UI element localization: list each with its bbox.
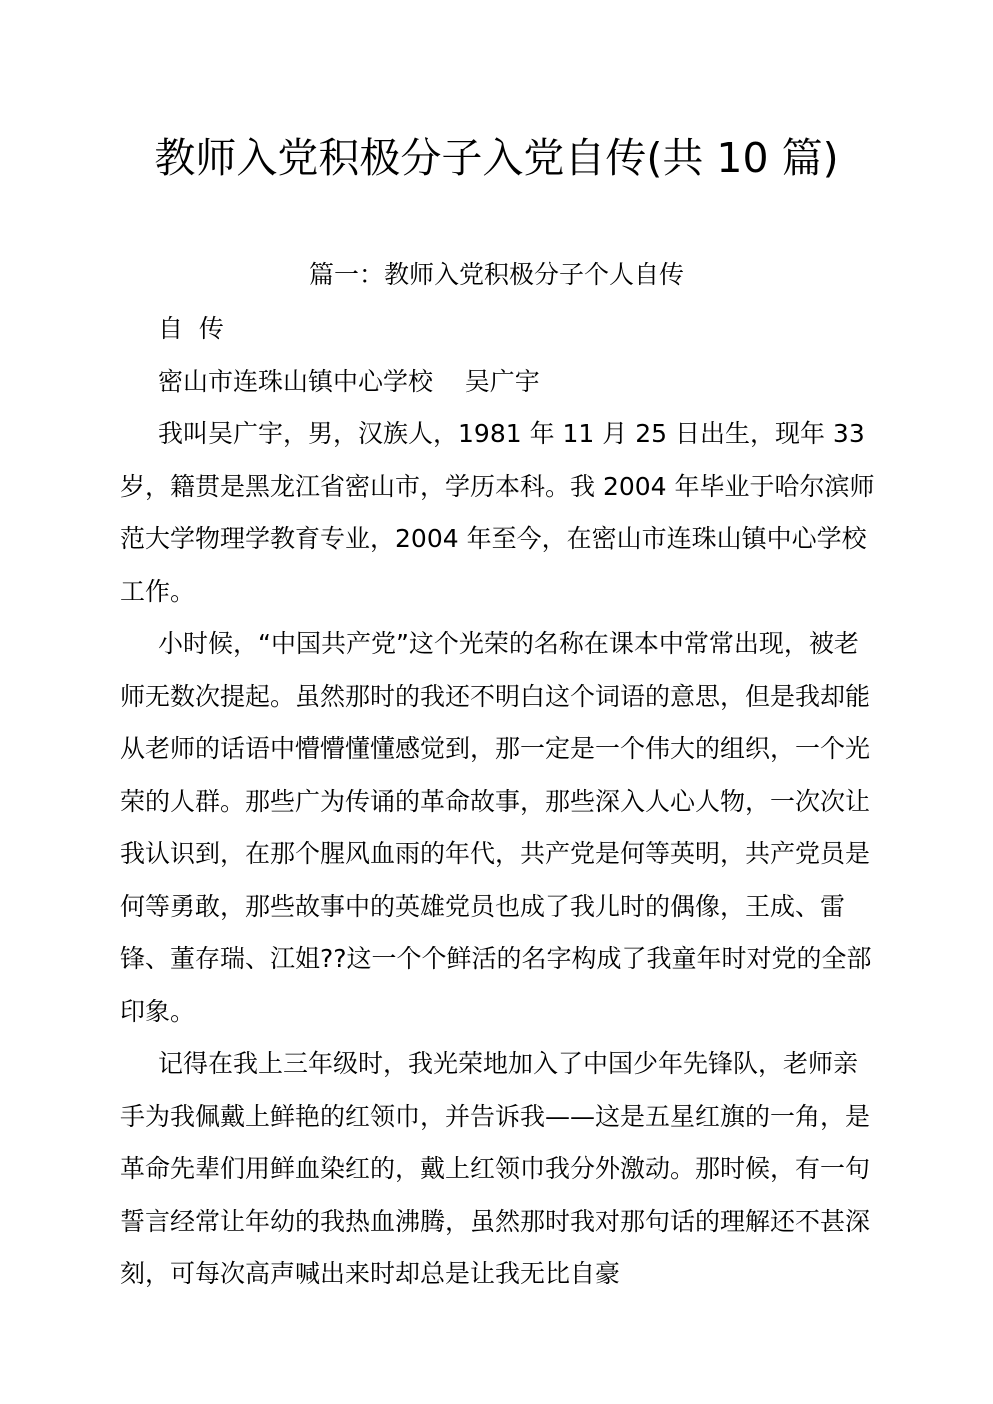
autobiography-heading: 自 传 <box>158 314 224 343</box>
section-subtitle: 篇一：教师入党积极分子个人自传 <box>308 260 684 289</box>
paragraph: 小时候，“中国共产党”这个光荣的名称在课本中常常出现，被老师无数次提起。虽然那时的我还不明白这个词语的意思，但是我却能从老师的话语中懵懵懂懂感觉到，那一定是一个伟大的组织，一个光荣的人群。那些广为传诵的革命故事，那些深入人心人物，一次次让我认识到，在那个腥风血雨的年代，共产党是何等英明，共产党员是何等勇敢，那些故事中的英雄党员也成了我儿时的偶像，王成、雷锋、董存瑞、江姐??这一个个鲜活的名字构成了我童年时对党的全部印象。 <box>120 629 872 1026</box>
author-line: 密山市连珠山镇中心学校 吴广宇 <box>158 366 540 396</box>
document-title: 教师入党积极分子入党自传(共 10 篇) <box>154 134 839 182</box>
paragraph: 记得在我上三年级时，我光荣地加入了中国少年先锋队，老师亲手为我佩戴上鲜艳的红领巾，并告诉我——这是五星红旗的一角，是革命先辈们用鲜血染红的，戴上红领巾我分外激动。那时候，有一句誓言经常让年幼的我热血沸腾，虽然那时我对那句话的理解还不甚深刻，可每次高声喊出来时却总是让我无比自豪 <box>120 1049 871 1288</box>
paragraph: 我叫吴广宇，男，汉族人，1981 年 11 月 25 日出生，现年 33 岁，籍贯是黑龙江省密山市，学历本科。我 2004 年毕业于哈尔滨师范大学物理学教育专业，2004 年至今，在密山市连珠山镇中心学校工作。 <box>120 419 875 606</box>
document-body <box>120 303 876 1301</box>
